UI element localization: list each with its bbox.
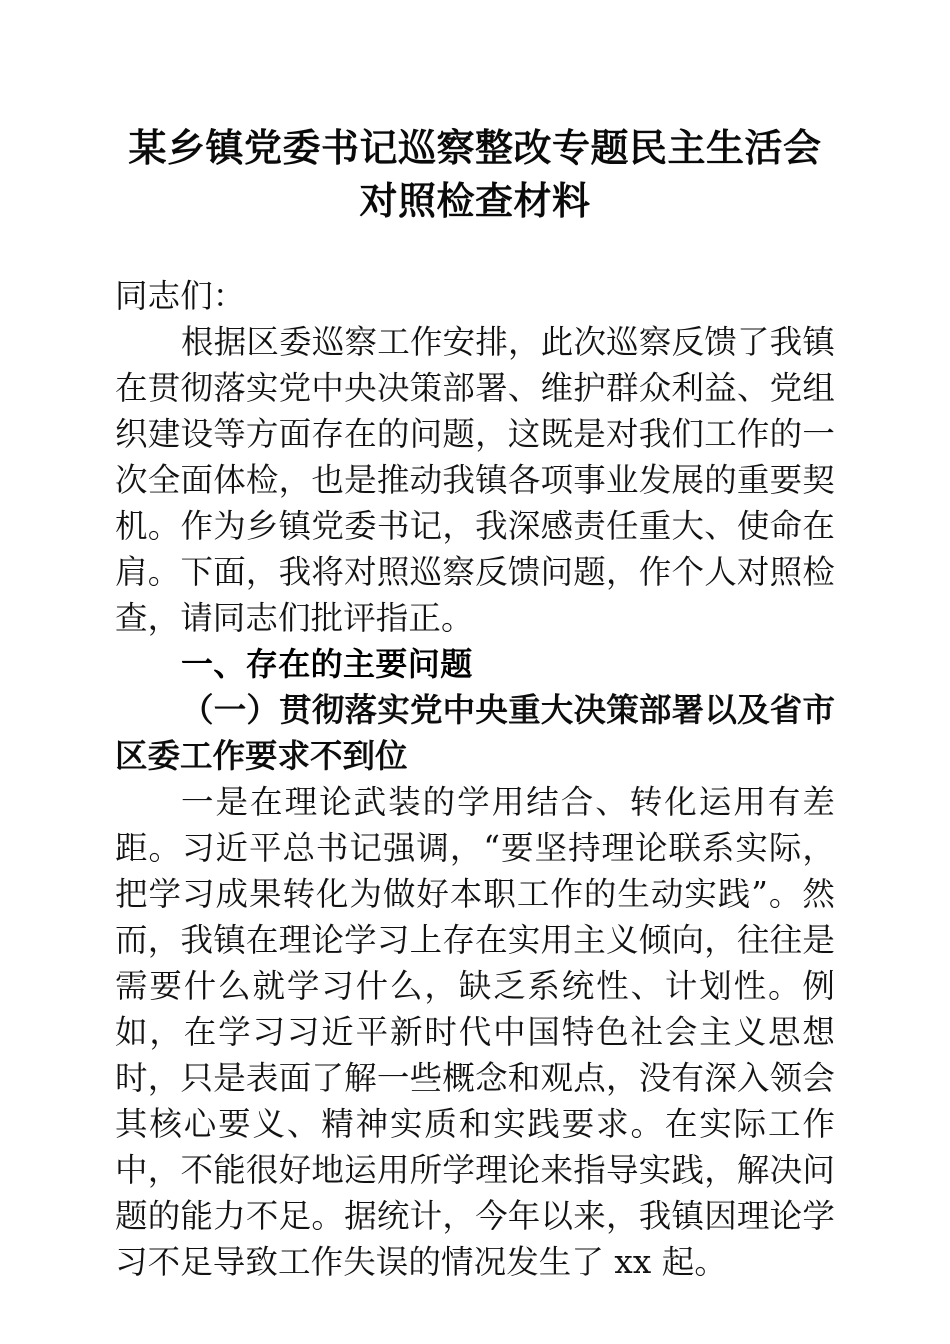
salutation-paragraph: 同志们： — [115, 277, 246, 315]
page-title: 某乡镇党委书记巡察整改专题民主生活会对照检查材料 — [128, 128, 822, 223]
section-heading-level-2: （一）贯彻落实党中央重大决策部署以及省市区委工作要求不到位 — [115, 690, 835, 775]
body-paragraph-theory-study: 一是在理论武装的学用结合、转化运用有差距。习近平总书记强调，“要坚持理论联系实际，把学习成果转化为做好本职工作的生动实践”。然而，我镇在理论学习上存在实用主义倾向，往往是需要什么就学习什么，缺乏系统性、计划性。例如，在学习习近平新时代中国特色社会主义思想时，只是表面了解一些概念和观点，没有深入领会其核心要义、精神实质和实践要求。在实际工作中，不能很好地运用所学理论来指导实践，解决问题的能力不足。据统计，今年以来，我镇因理论学习不足导致工作失误的情况发生了 xx 起。 — [115, 783, 835, 1281]
section-heading-level-1: 一、存在的主要问题 — [181, 646, 473, 682]
document-body — [115, 273, 835, 1285]
intro-paragraph: 根据区委巡察工作安排，此次巡察反馈了我镇在贯彻落实党中央决策部署、维护群众利益、党组织建设等方面存在的问题，这既是对我们工作的一次全面体检，也是推动我镇各项事业发展的重要契机。作为乡镇党委书记，我深感责任重大、使命在肩。下面，我将对照巡察反馈问题，作个人对照检查，请同志们批评指正。 — [115, 323, 835, 637]
